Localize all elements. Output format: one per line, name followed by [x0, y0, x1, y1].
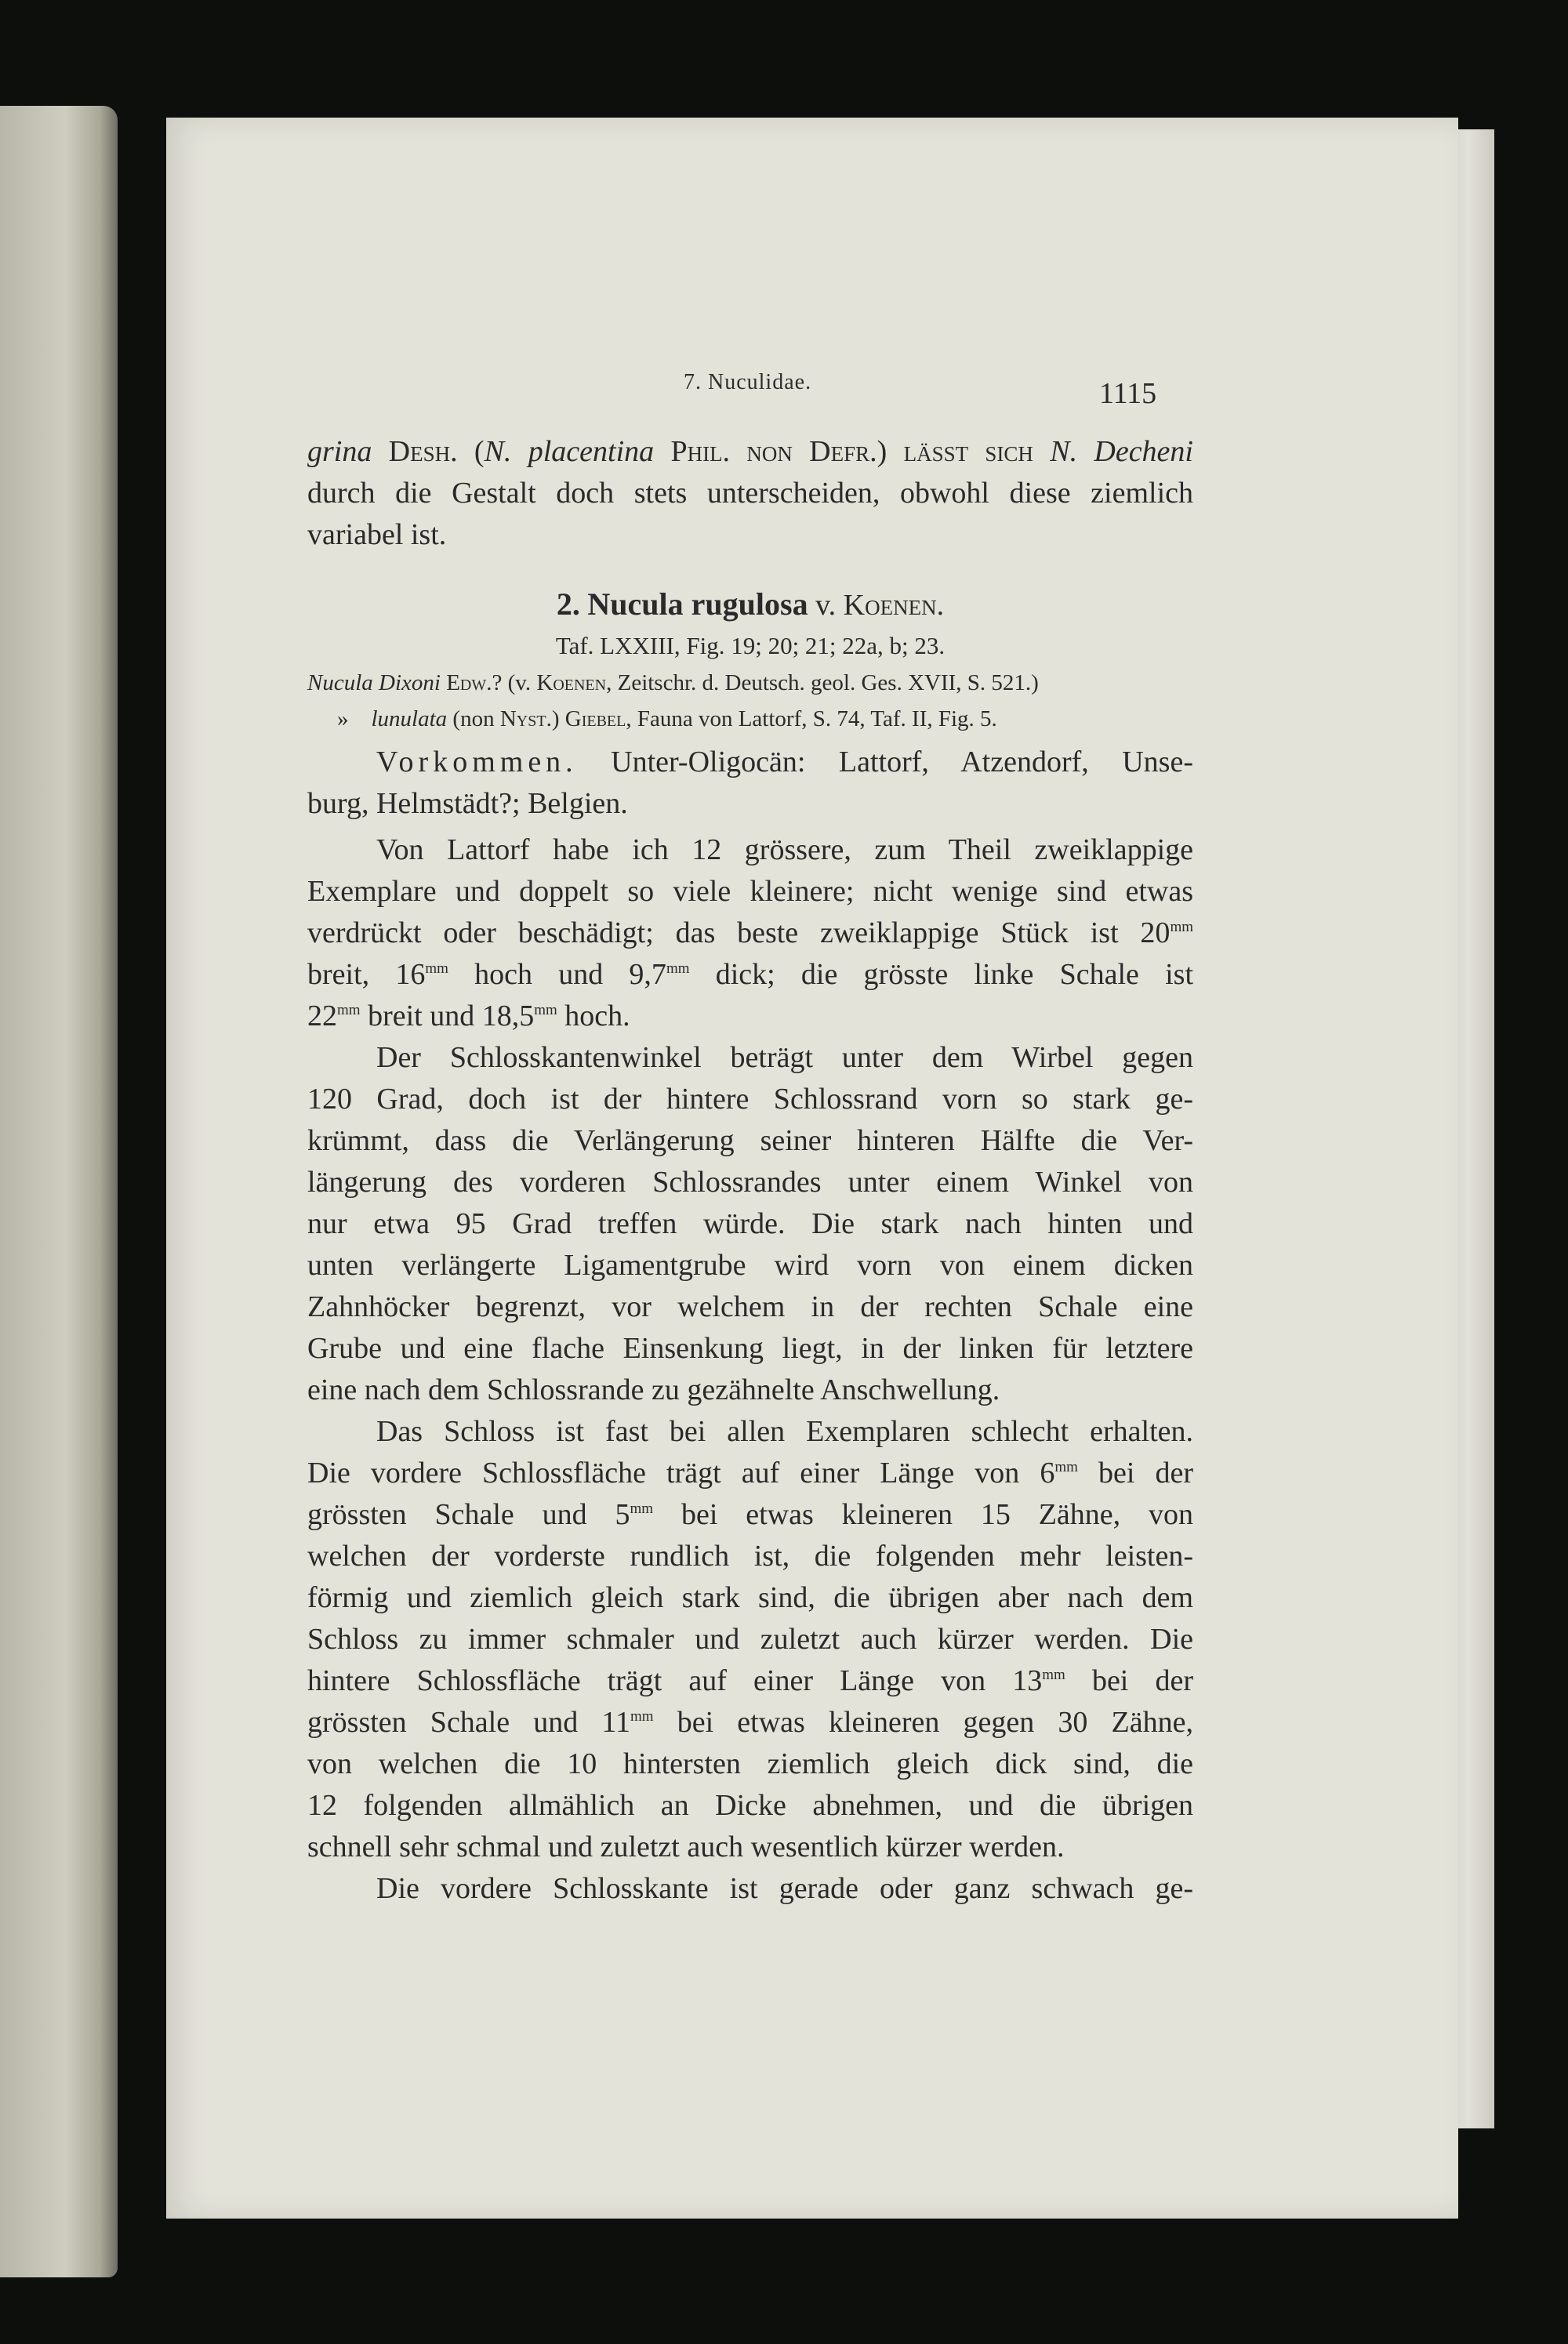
book-page — [166, 118, 1458, 2219]
text-line: förmig und ziemlich gleich stark sind, die übrigen aber nach dem — [307, 1581, 1193, 1614]
text-line: 12 folgenden allmählich an Dicke abnehmen, und die übrigen — [307, 1789, 1193, 1822]
page-number: 1115 — [1099, 377, 1157, 410]
text-line: $22^{mm}$ breit und $18,5^{mm}$ hoch. — [307, 1000, 630, 1032]
text-line: hintere Schlossfläche trägt auf einer Länge von $13^{mm}$ bei der — [307, 1664, 1193, 1697]
text-line: Der Schlosskantenwinkel beträgt unter dem Wirbel gegen — [376, 1041, 1193, 1074]
plate-reference: Taf. LXXIII, Fig. 19; 20; 21; 22a, b; 23. — [555, 632, 946, 659]
text-line: Die vordere Schlosskante ist gerade oder ganz schwach ge- — [376, 1872, 1193, 1905]
text-line: schnell sehr schmal und zuletzt auch wesentlich kürzer werden. — [307, 1831, 1065, 1863]
running-head: 7. Nuculidae. — [684, 370, 812, 394]
text-line: krümmt, dass die Verlängerung seiner hinteren Hälfte die Ver- — [307, 1124, 1193, 1157]
text-line: Von Lattorf habe ich 12 grössere, zum Theil zweiklappige — [376, 833, 1193, 866]
text-line: variabel ist. — [307, 518, 447, 551]
occurrence-line: Vorkommen. Unter-Oligocän: Lattorf, Atzendorf, Unse- — [376, 746, 1193, 778]
text-line: Die vordere Schlossfläche trägt auf einer Länge von $6^{mm}$ bei der — [307, 1457, 1193, 1489]
text-line: grössten Schale und $5^{mm}$ bei etwas kleineren 15 Zähne, von — [307, 1498, 1193, 1531]
text-line: welchen der vorderste rundlich ist, die folgenden mehr leisten- — [307, 1540, 1193, 1573]
text-line: 120 Grad, doch ist der hintere Schlossrand vorn so stark ge- — [307, 1083, 1193, 1116]
left-page-edge — [0, 106, 118, 2277]
text-line: durch die Gestalt doch stets unterscheiden, obwohl diese ziemlich — [307, 477, 1193, 510]
species-heading: 2. Nucula rugulosa v. Koenen. — [556, 586, 945, 622]
text-line: Das Schloss ist fast bei allen Exemplaren schlecht erhalten. — [376, 1415, 1193, 1448]
text-line: unten verlängerte Ligamentgrube wird vorn von einem dicken — [307, 1249, 1193, 1282]
text-line: von welchen die 10 hintersten ziemlich gleich dick sind, die — [307, 1747, 1193, 1780]
page-text — [307, 431, 1193, 1910]
text-line: Grube und eine flache Einsenkung liegt, in der linken für letztere — [307, 1332, 1193, 1365]
text-line: grössten Schale und $11^{mm}$ bei etwas kleineren gegen 30 Zähne, — [307, 1706, 1193, 1739]
text-line: eine nach dem Schlossrande zu gezähnelte Anschwellung. — [307, 1373, 1000, 1406]
text-line: nur etwa 95 Grad treffen würde. Die stark nach hinten und — [307, 1207, 1193, 1240]
text-line: breit, $16^{mm}$ hoch und $9,7^{mm}$ dick; die grösste linke Schale ist — [307, 958, 1194, 991]
text-line: Schloss zu immer schmaler und zuletzt auch kürzer werden. Die — [307, 1623, 1193, 1656]
text-line: Exemplare und doppelt so viele kleinere; nicht wenige sind etwas — [307, 875, 1193, 908]
occurrence-line: burg, Helmstädt?; Belgien. — [307, 787, 628, 820]
synonym-line: Nucula Dixoni Edw.? (v. Koenen, Zeitschr. d. Deutsch. geol. Ges. XVII, S. 521.) — [307, 670, 1039, 695]
text-line: grina Desh. (N. placentina Phil. non Defr.) lässt sich N. Decheni — [307, 435, 1193, 468]
text-line: Zahnhöcker begrenzt, vor welchem in der rechten Schale eine — [307, 1290, 1193, 1323]
synonym-line: » lunulata (non Nyst.) Giebel, Fauna von Lattorf, S. 74, Taf. II, Fig. 5. — [337, 706, 997, 731]
text-line: verdrückt oder beschädigt; das beste zweiklappige Stück ist $20^{mm}$ — [307, 916, 1193, 949]
text-line: längerung des vorderen Schlossrandes unter einem Winkel von — [307, 1166, 1193, 1199]
